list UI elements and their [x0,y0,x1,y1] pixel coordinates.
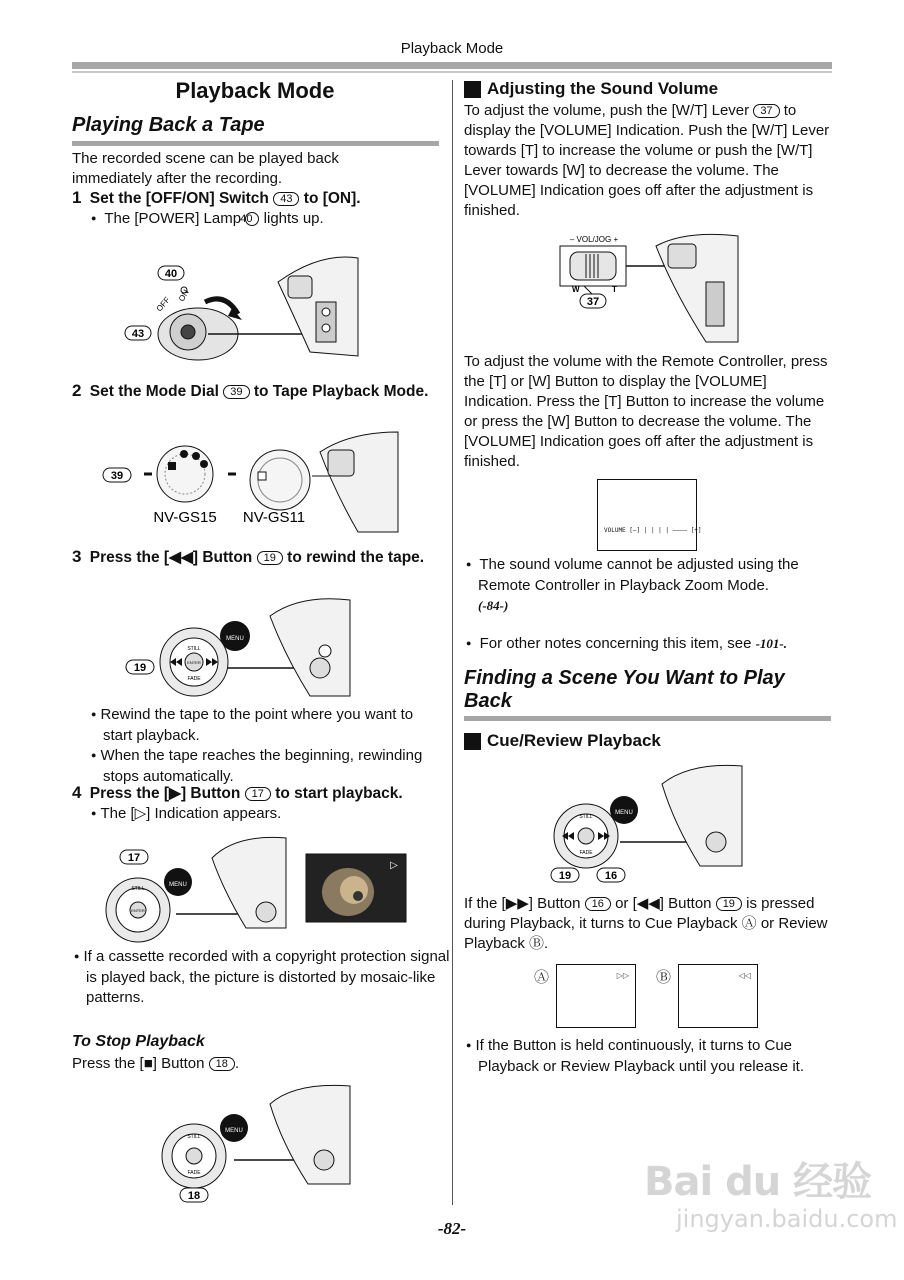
ref-badge: 18 [209,1057,235,1071]
intro-text: The recorded scene can be played back immediately after the recording. [72,150,339,187]
section-rule [72,141,439,146]
on-label: ON [176,288,191,303]
ref-37: 37 [586,296,600,308]
text: The sound volume cannot be adjusted using the Remote Controller in Playback Zoom Mode. [478,556,799,594]
step-text: Press the [▶] Button [89,785,241,802]
heading-text: Adjusting the Sound Volume [487,79,719,98]
sound-volume-text-2: To adjust the volume with the Remote Controller, press the [T] or [W] Button to display the [VOLUME] Indication. Press the [T] Button to increase the volume or press the [W] Button to decrease the volume. The [VOLUME] Indication goes off after the adjustment is finished. [464,353,828,470]
page-ref[interactable]: -101-. [755,636,788,651]
text: is pressed during Playback, it turns to Cue Playback [464,895,815,932]
menu-label: MENU [225,1128,243,1134]
step-text: to [ON]. [303,190,361,207]
w-label: W [572,285,580,294]
ref-43: 43 [131,328,145,340]
ref-40: 40 [164,268,178,280]
off-label: OFF [154,295,172,314]
heading-text: Cue/Review Playback [487,731,661,750]
section-heading-finding-scene: Finding a Scene You Want to Play Back [464,667,785,712]
review-indicator-icon: ◁◁ [738,971,751,980]
ref-badge: 19 [716,897,742,911]
still-label: STILL [187,1134,201,1140]
ref-badge: 43 [273,192,299,206]
still-label: STILL [131,886,145,892]
still-label: STILL [187,646,201,652]
step-text: to rewind the tape. [287,549,425,566]
bullet-item: ● When the tape reaches the beginning, rewinding stops automatically. [89,746,439,787]
text: For other notes concerning this item, see [479,635,752,652]
step-4 [72,783,442,804]
fade-label: FADE [187,1170,201,1176]
mode-dial-figure [100,432,400,532]
text: Ⓐ or Review Playback Ⓑ. [464,915,828,952]
column-divider [452,80,453,1205]
t-label: T [612,285,617,294]
sound-volume-text-1 [464,101,832,221]
volume-indication-screen [597,479,702,551]
text: to display the [VOLUME] Indication. Push the [W/T] Lever towards [T] to increase the volume or push the [W/T] Lever towards [W] to decrease the volume. The [VOLUME] Indication goes off after the adjustment is finished. [464,102,830,219]
step-3 [72,547,442,568]
bullet-text: lights up. [263,210,324,227]
cue-review-text [464,894,832,954]
screen-a-label: Ⓐ [534,969,550,986]
section-heading-playing-back: Playing Back a Tape [72,114,265,136]
stop-button-figure [150,1084,355,1206]
text: To adjust the volume, push the [W/T] Lever [464,102,750,119]
section-rule [464,716,831,721]
ref-badge: 39 [223,385,249,399]
model-label-gs15: NV-GS15 [153,509,217,526]
text: . [234,1055,240,1072]
rewind-button-figure [120,596,355,700]
play-button-figure [96,836,411,928]
step-text: Set the Mode Dial [89,383,219,400]
sound-note-2 [464,634,846,655]
page-title: Playback Mode [175,78,335,103]
volume-lever-figure [556,232,741,344]
bullet-item: ● Rewind the tape to the point where you want to start playback. [89,705,439,746]
square-bullet-icon [464,81,481,98]
bullet-text: The [POWER] Lamp [104,210,242,227]
page-ref[interactable]: (-84-) [478,598,509,613]
fade-label: FADE [579,850,593,856]
ref-badge: 16 [585,897,611,911]
ref-badge: 40 [245,212,259,226]
running-header: Playback Mode [400,40,504,57]
ref-16: 16 [604,870,618,882]
step-2 [72,381,442,402]
header-rule [72,62,832,69]
step-1 [72,188,442,209]
step-text: to start playback. [275,785,403,802]
ref-badge: 17 [245,787,271,801]
power-switch-figure [120,252,365,362]
vol-jog-label: – VOL/JOG + [569,235,619,244]
menu-label: MENU [615,810,633,816]
header-rule-thin [72,71,832,73]
menu-label: MENU [169,882,187,888]
step-3-bullets [89,705,439,787]
page-number: -82- [437,1219,467,1238]
screen-b-label: Ⓑ [656,969,672,986]
copyright-note: ● If a cassette recorded with a copyright protection signal is played back, the picture is distorted by mosaic-like patterns. [72,947,451,1008]
cue-review-figure [550,764,745,886]
volume-indication-text: VOLUME [–] | | | | –––– [+] [604,527,702,534]
ref-badge: 37 [753,104,779,118]
sound-note-1 [464,555,846,616]
review-playback-screen [678,964,758,1028]
menu-label: MENU [226,636,244,642]
sound-volume-heading [464,79,718,99]
text: or [◀◀] Button [615,895,712,912]
fade-label: FADE [187,676,201,682]
watermark-url: jingyan.baidu.com [676,1205,898,1233]
model-label-gs11: NV-GS11 [242,509,306,526]
cue-review-note: ● If the Button is held continuously, it turns to Cue Playback or Review Playback until you release it. [464,1036,846,1077]
step-number: 4 [72,783,82,802]
ref-badge: 19 [257,551,283,565]
still-label: STILL [579,814,593,820]
stop-playback-text [72,1054,432,1074]
enter-label: ENTER [187,660,201,665]
ref-19: 19 [558,870,572,882]
text: Press the [■] Button [72,1055,205,1072]
square-bullet-icon [464,733,481,750]
step-number: 1 [72,188,82,207]
stop-playback-heading: To Stop Playback [72,1033,205,1050]
play-indicator-icon: ▷ [390,860,398,871]
ref-17: 17 [127,852,141,864]
text: If the [▶▶] Button [464,895,581,912]
cue-indicator-icon: ▷▷ [616,971,629,980]
step-text: Press the [◀◀] Button [89,549,253,566]
enter-label: ENTER [131,908,145,913]
step-1-bullet [89,209,453,230]
step-text: to Tape Playback Mode. [253,383,429,400]
cue-review-heading [464,731,661,751]
step-number: 2 [72,381,82,400]
step-text: Set the [OFF/ON] Switch [89,190,269,207]
step-number: 3 [72,547,82,566]
ref-18: 18 [187,1190,201,1202]
ref-19: 19 [133,662,147,674]
cue-playback-screen [556,964,636,1028]
watermark-brand: Bai du 经验 [644,1159,872,1205]
step-4-bullet: ● The [▷] Indication appears. [89,804,453,825]
ref-39: 39 [110,470,124,482]
